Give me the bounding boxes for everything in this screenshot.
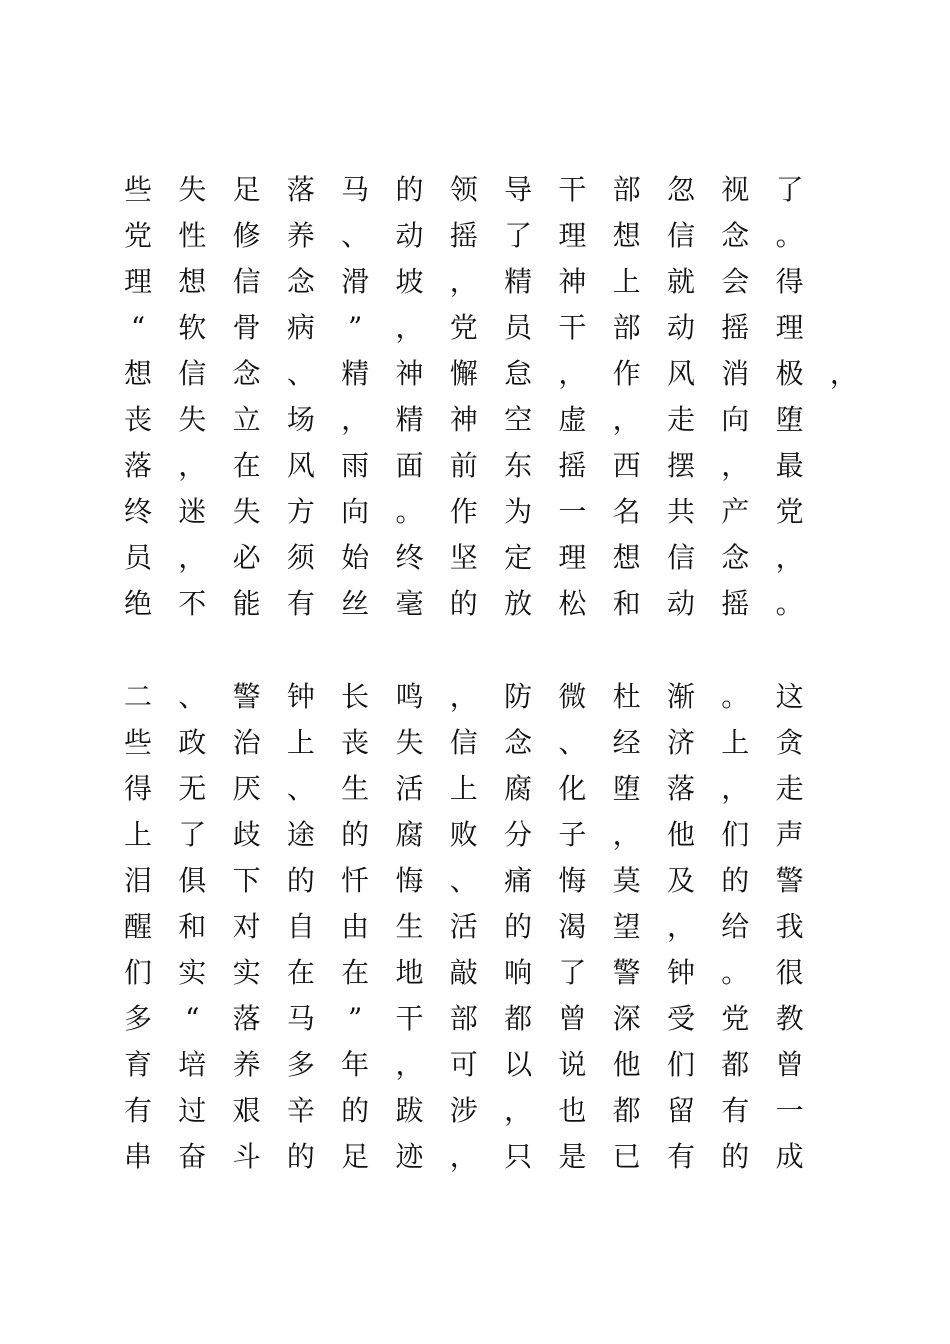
text-char: 始 [341, 541, 370, 574]
text-char: 想 [178, 265, 207, 298]
text-char: 子 [558, 818, 587, 851]
text-char: 面 [395, 449, 424, 482]
text-char: 信 [232, 265, 261, 298]
text-line [110, 953, 870, 993]
text-line [110, 907, 870, 947]
text-char: 精 [504, 265, 533, 298]
text-char: 都 [612, 1094, 641, 1127]
text-char: 失 [178, 403, 207, 436]
text-line [110, 769, 870, 809]
text-char: ， [829, 357, 858, 390]
text-char: “ [130, 311, 146, 344]
text-char: 对 [232, 910, 261, 943]
text-char: 上 [449, 772, 478, 805]
text-char: 忽 [666, 173, 695, 206]
text-char: 有 [666, 1140, 695, 1173]
text-char: 得 [775, 265, 804, 298]
text-char: 政 [178, 726, 207, 759]
text-char: 上 [286, 726, 315, 759]
text-char: 跋 [395, 1094, 424, 1127]
text-char: 他 [666, 818, 695, 851]
text-char: 西 [612, 449, 641, 482]
text-char: 不 [178, 587, 207, 620]
text-char: “ [185, 1002, 200, 1035]
text-char: ， [341, 403, 370, 436]
text-char: 信 [666, 219, 695, 252]
text-char: 培 [178, 1048, 207, 1081]
text-char: 视 [721, 173, 750, 206]
text-char: 软 [178, 311, 207, 344]
text-char: 丝 [341, 587, 370, 620]
text-char: ， [775, 541, 804, 574]
text-line [110, 999, 870, 1039]
text-char: 念 [286, 265, 315, 298]
text-char: 微 [558, 680, 587, 713]
text-char: 杜 [612, 680, 641, 713]
text-char: 有 [721, 1094, 750, 1127]
text-char: 的 [395, 173, 424, 206]
text-char: 坡 [395, 265, 424, 298]
text-char: 一 [558, 495, 587, 528]
text-char: 是 [558, 1140, 587, 1173]
text-char: 、 [341, 219, 370, 252]
text-char: 员 [504, 311, 533, 344]
text-char: 、 [286, 357, 315, 390]
text-char: 。 [721, 956, 750, 989]
text-char: 地 [395, 956, 424, 989]
text-char: 、 [178, 680, 207, 713]
text-char: 自 [286, 910, 315, 943]
text-char: 实 [178, 956, 207, 989]
text-char: 响 [504, 956, 533, 989]
text-char: 就 [666, 265, 695, 298]
text-line [110, 538, 870, 578]
text-char: 艰 [232, 1094, 261, 1127]
text-char: 马 [341, 173, 370, 206]
text-char: 养 [286, 219, 315, 252]
text-char: 动 [395, 219, 424, 252]
text-char: 堕 [612, 772, 641, 805]
text-char: 上 [123, 818, 152, 851]
text-char: 渐 [666, 680, 695, 713]
text-char: 干 [395, 1002, 424, 1035]
text-char: 忏 [341, 864, 370, 897]
text-line [110, 584, 870, 624]
text-char: 空 [504, 403, 533, 436]
text-char: 神 [558, 265, 587, 298]
text-line [110, 170, 870, 210]
text-char: 济 [666, 726, 695, 759]
text-char: 防 [504, 680, 533, 713]
text-char: 虚 [558, 403, 587, 436]
text-char: 悔 [558, 864, 587, 897]
text-char: 上 [612, 265, 641, 298]
text-char: 骨 [232, 311, 261, 344]
text-char: 失 [178, 173, 207, 206]
text-char: ， [449, 265, 478, 298]
text-char: 这 [775, 680, 804, 713]
text-char: 曾 [775, 1048, 804, 1081]
text-char: 厌 [232, 772, 261, 805]
text-char: 迹 [395, 1140, 424, 1173]
text-char: 了 [775, 173, 804, 206]
text-char: 的 [721, 1140, 750, 1173]
text-char: 足 [341, 1140, 370, 1173]
text-char: 曾 [558, 1002, 587, 1035]
text-char: 俱 [178, 864, 207, 897]
text-char: 部 [449, 1002, 478, 1035]
text-char: 坚 [449, 541, 478, 574]
text-char: ， [395, 1048, 424, 1081]
text-char: 莫 [612, 864, 641, 897]
text-char: 的 [286, 1140, 315, 1173]
text-char: 辛 [286, 1094, 315, 1127]
text-char: 多 [286, 1048, 315, 1081]
text-char: 修 [232, 219, 261, 252]
text-char: 很 [775, 956, 804, 989]
text-char: 必 [232, 541, 261, 574]
text-char: 在 [232, 449, 261, 482]
text-char: 摇 [449, 219, 478, 252]
text-char: 领 [449, 173, 478, 206]
text-char: 留 [666, 1094, 695, 1127]
text-char: 想 [612, 541, 641, 574]
text-char: 望 [612, 910, 641, 943]
text-char: ， [721, 772, 750, 805]
text-char: 。 [775, 587, 804, 620]
text-char: 想 [612, 219, 641, 252]
text-char: 信 [178, 357, 207, 390]
text-line [110, 1091, 870, 1131]
text-char: 钟 [666, 956, 695, 989]
text-char: 念 [232, 357, 261, 390]
text-char: 迷 [178, 495, 207, 528]
text-char: 活 [449, 910, 478, 943]
text-char: 已 [612, 1140, 641, 1173]
text-char: 理 [775, 311, 804, 344]
text-char: 风 [286, 449, 315, 482]
text-char: 由 [341, 910, 370, 943]
text-char: 动 [666, 311, 695, 344]
text-char: 了 [178, 818, 207, 851]
text-char: 丧 [341, 726, 370, 759]
text-char: 摇 [721, 587, 750, 620]
text-char: 党 [721, 1002, 750, 1035]
text-char: ， [558, 357, 587, 390]
text-char: 东 [504, 449, 533, 482]
text-line [110, 723, 870, 763]
text-char: 风 [666, 357, 695, 390]
text-char: 党 [449, 311, 478, 344]
text-line [110, 446, 870, 486]
text-char: 、 [558, 726, 587, 759]
text-char: 鸣 [395, 680, 424, 713]
text-char: 警 [612, 956, 641, 989]
text-char: 念 [721, 541, 750, 574]
text-char: 得 [123, 772, 152, 805]
text-char: ” [348, 311, 363, 344]
text-char: 会 [721, 265, 750, 298]
text-char: 雨 [341, 449, 370, 482]
text-char: 定 [504, 541, 533, 574]
text-char: 些 [123, 173, 152, 206]
text-char: 终 [123, 495, 152, 528]
text-char: 声 [775, 818, 804, 851]
text-char: 病 [286, 311, 315, 344]
text-char: 我 [775, 910, 804, 943]
text-char: 涉 [449, 1094, 478, 1127]
text-char: 极 [775, 357, 804, 390]
text-char: 摆 [666, 449, 695, 482]
text-char: 失 [395, 726, 424, 759]
text-char: 马 [286, 1002, 315, 1035]
text-char: 须 [286, 541, 315, 574]
text-char: 及 [666, 864, 695, 897]
text-char: 们 [721, 818, 750, 851]
text-char: 失 [232, 495, 261, 528]
text-char: 党 [123, 219, 152, 252]
text-char: 理 [123, 265, 152, 298]
text-char: 生 [341, 772, 370, 805]
text-char: 的 [341, 818, 370, 851]
text-char: 经 [612, 726, 641, 759]
text-char: 落 [123, 449, 152, 482]
text-char: 共 [666, 495, 695, 528]
text-char: 他 [612, 1048, 641, 1081]
text-char: 在 [286, 956, 315, 989]
text-char: 受 [666, 1002, 695, 1035]
text-char: 们 [666, 1048, 695, 1081]
text-char: 歧 [232, 818, 261, 851]
text-line [110, 1137, 870, 1177]
text-char: 最 [775, 449, 804, 482]
text-char: 松 [558, 587, 587, 620]
text-char: 理 [558, 219, 587, 252]
text-char: 念 [504, 726, 533, 759]
text-char: 醒 [123, 910, 152, 943]
text-char: 丧 [123, 403, 152, 436]
text-char: 和 [178, 910, 207, 943]
text-char: 信 [666, 541, 695, 574]
text-char: 部 [612, 173, 641, 206]
text-char: 钟 [286, 680, 315, 713]
text-char: 生 [395, 910, 424, 943]
text-char: 摇 [558, 449, 587, 482]
text-char: 悔 [395, 864, 424, 897]
text-char: ， [612, 403, 641, 436]
text-char: 实 [232, 956, 261, 989]
text-char: 下 [232, 864, 261, 897]
text-char: 名 [612, 495, 641, 528]
text-char: ， [449, 680, 478, 713]
text-char: 奋 [178, 1140, 207, 1173]
text-char: 精 [341, 357, 370, 390]
text-char: 以 [504, 1048, 533, 1081]
text-char: 分 [504, 818, 533, 851]
text-char: 的 [504, 910, 533, 943]
text-char: 念 [721, 219, 750, 252]
text-char: 泪 [123, 864, 152, 897]
text-char: 员 [123, 541, 152, 574]
text-char: 怠 [504, 357, 533, 390]
text-char: 。 [775, 219, 804, 252]
text-char: ， [449, 1140, 478, 1173]
text-char: 活 [395, 772, 424, 805]
text-char: 方 [286, 495, 315, 528]
text-char: 渴 [558, 910, 587, 943]
text-char: 长 [341, 680, 370, 713]
text-line [110, 216, 870, 256]
text-char: ” [348, 1002, 363, 1035]
text-char: 干 [558, 311, 587, 344]
text-char: 走 [666, 403, 695, 436]
text-char: 前 [449, 449, 478, 482]
text-char: ， [721, 449, 750, 482]
text-char: 干 [558, 173, 587, 206]
text-char: 都 [504, 1002, 533, 1035]
text-char: 理 [558, 541, 587, 574]
text-char: 的 [286, 864, 315, 897]
text-char: 滑 [341, 265, 370, 298]
text-char: 多 [123, 1002, 152, 1035]
text-char: 只 [504, 1140, 533, 1173]
text-char: 无 [178, 772, 207, 805]
text-char: 落 [232, 1002, 261, 1035]
text-char: 为 [504, 495, 533, 528]
text-char: 败 [449, 818, 478, 851]
text-char: 斗 [232, 1140, 261, 1173]
text-char: ， [395, 311, 424, 344]
text-char: ， [178, 541, 207, 574]
text-char: 导 [504, 173, 533, 206]
text-char: 的 [449, 587, 478, 620]
text-char: 场 [286, 403, 315, 436]
text-char: 落 [286, 173, 315, 206]
text-char: 、 [449, 864, 478, 897]
text-char: 精 [395, 403, 424, 436]
text-char: 化 [558, 772, 587, 805]
text-char: 都 [721, 1048, 750, 1081]
text-char: 绝 [123, 587, 152, 620]
text-char: 过 [178, 1094, 207, 1127]
text-char: 毫 [395, 587, 424, 620]
text-char: 和 [612, 587, 641, 620]
text-char: 落 [666, 772, 695, 805]
text-char: 敲 [449, 956, 478, 989]
text-char: 作 [449, 495, 478, 528]
text-char: 放 [504, 587, 533, 620]
text-char: 消 [721, 357, 750, 390]
text-char: 警 [775, 864, 804, 897]
text-char: 部 [612, 311, 641, 344]
text-char: 动 [666, 587, 695, 620]
text-char: 。 [395, 495, 424, 528]
text-line [110, 677, 870, 717]
text-char: ， [504, 1094, 533, 1127]
text-char: 懈 [449, 357, 478, 390]
text-char: 能 [232, 587, 261, 620]
text-char: ， [666, 910, 695, 943]
text-char: 途 [286, 818, 315, 851]
text-char: 可 [449, 1048, 478, 1081]
text-line [110, 861, 870, 901]
text-char: 一 [775, 1094, 804, 1127]
text-char: 、 [286, 772, 315, 805]
text-char: 神 [395, 357, 424, 390]
text-char: 性 [178, 219, 207, 252]
text-char: 。 [721, 680, 750, 713]
text-char: 走 [775, 772, 804, 805]
text-char: 二 [123, 680, 152, 713]
text-char: 在 [341, 956, 370, 989]
text-char: 向 [341, 495, 370, 528]
text-char: 堕 [775, 403, 804, 436]
text-char: ， [612, 818, 641, 851]
text-char: 有 [286, 587, 315, 620]
text-char: 想 [123, 357, 152, 390]
text-char: 向 [721, 403, 750, 436]
text-char: 贪 [775, 726, 804, 759]
text-line [110, 262, 870, 302]
text-char: 作 [612, 357, 641, 390]
text-char: 治 [232, 726, 261, 759]
text-line [110, 308, 870, 348]
text-line [110, 400, 870, 440]
text-char: 成 [775, 1140, 804, 1173]
text-char: 的 [721, 864, 750, 897]
text-line [110, 815, 870, 855]
text-char: 年 [341, 1048, 370, 1081]
text-char: 信 [449, 726, 478, 759]
text-char: 产 [721, 495, 750, 528]
text-char: 教 [775, 1002, 804, 1035]
text-char: 说 [558, 1048, 587, 1081]
text-char: 立 [232, 403, 261, 436]
text-char: 些 [123, 726, 152, 759]
text-line [110, 354, 870, 394]
text-char: 育 [123, 1048, 152, 1081]
text-line [110, 1045, 870, 1085]
text-char: 有 [123, 1094, 152, 1127]
text-char: 串 [123, 1140, 152, 1173]
text-char: 腐 [504, 772, 533, 805]
text-char: 终 [395, 541, 424, 574]
text-char: 也 [558, 1094, 587, 1127]
text-line [110, 492, 870, 532]
text-char: 了 [504, 219, 533, 252]
text-char: 腐 [395, 818, 424, 851]
text-char: 上 [721, 726, 750, 759]
text-char: 痛 [504, 864, 533, 897]
text-char: 足 [232, 173, 261, 206]
text-char: 摇 [721, 311, 750, 344]
text-char: 党 [775, 495, 804, 528]
text-char: 警 [232, 680, 261, 713]
text-char: 了 [558, 956, 587, 989]
text-char: 神 [449, 403, 478, 436]
text-char: 养 [232, 1048, 261, 1081]
text-char: 深 [612, 1002, 641, 1035]
text-char: ， [178, 449, 207, 482]
text-char: 的 [341, 1094, 370, 1127]
text-char: 给 [721, 910, 750, 943]
text-char: 们 [123, 956, 152, 989]
